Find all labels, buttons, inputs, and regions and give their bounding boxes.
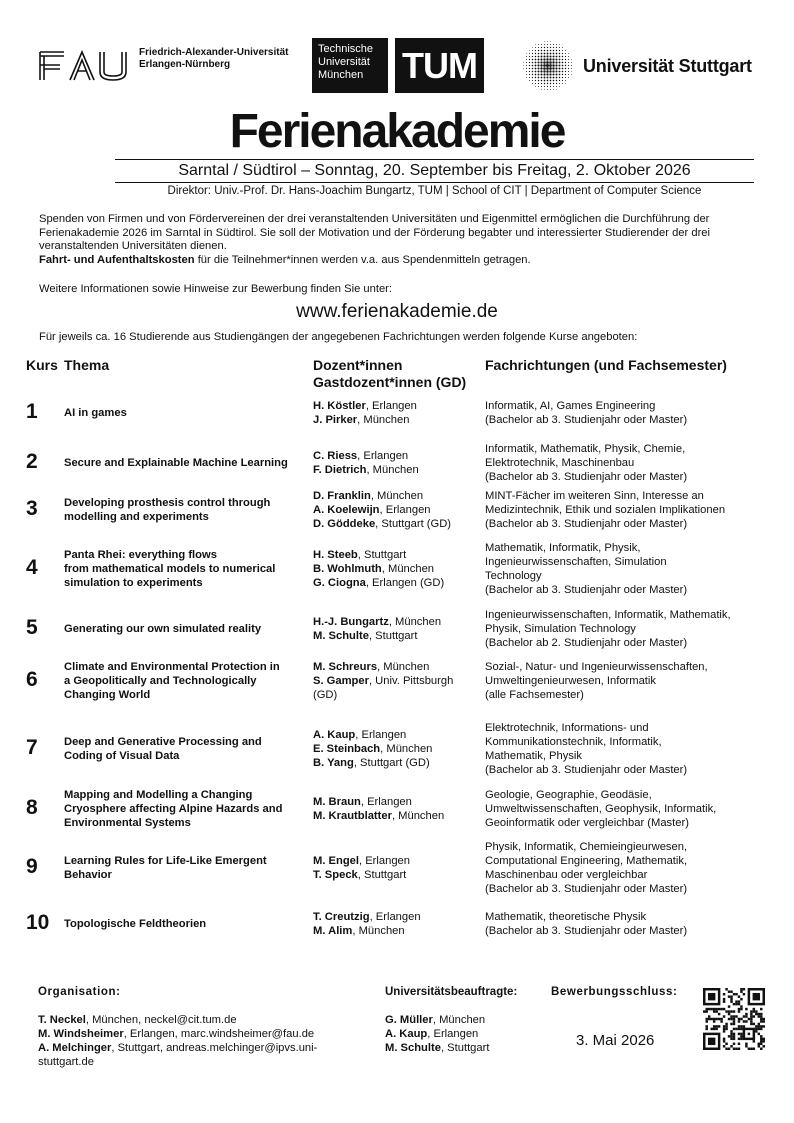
lecturer-name: J. Pirker [313,414,358,426]
course-number: 8 [26,796,38,819]
course-topic-line: a Geopolitically and Technologically [64,675,257,687]
header-topic: Thema [64,357,110,373]
lecturer-name: M. Krautblatter [313,810,392,822]
contact-name: A. Melchinger [38,1042,112,1054]
course-number: 3 [26,497,38,520]
fau-logo-text [139,47,289,71]
fau-logo [38,46,294,84]
contact-detail: stuttgart.de [38,1056,94,1068]
contact-detail: , Stuttgart [440,1042,490,1054]
course-topic [64,788,308,830]
lecturer [313,674,483,688]
lecturer [313,463,483,477]
lecturer-location: , Erlangen (GD) [365,577,445,589]
contact-name: M. Schulte [385,1042,441,1054]
course-lecturers [313,660,483,702]
stuttgart-dots-icon [522,40,574,92]
course-topic-line: Behavior [64,869,112,881]
organisation-list [38,1013,358,1069]
course-field-line: Maschinenbau oder vergleichbar [485,869,648,881]
course-topic-line: Panta Rhei: everything flows [64,549,217,561]
course-topic-line: Environmental Systems [64,817,191,829]
course-topic [64,548,308,590]
contact-detail: , Stuttgart, andreas.melchinger@ipvs.uni- [111,1042,318,1054]
course-number: 5 [26,616,38,639]
course-field-line: Informatik, AI, Games Engineering [485,400,656,412]
stuttgart-logo-text: Universität Stuttgart [583,56,752,76]
lecturer [313,399,483,413]
course-number: 2 [26,450,38,473]
stuttgart-logo [522,40,762,92]
course-topic [64,406,308,420]
contact-detail: , Erlangen, marc.windsheimer@fau.de [123,1028,315,1040]
course-topic [64,622,308,636]
course-topic [64,854,308,882]
header-fields: Fachrichtungen (und Fachsemester) [485,357,727,373]
course-field-line: (Bachelor ab 3. Studienjahr oder Master) [485,764,688,776]
lecturer-location: , Univ. Pittsburgh [368,675,454,687]
course-number: 4 [26,556,38,579]
course-number: 6 [26,668,38,691]
lecturer [313,660,483,674]
contact-name: M. Windsheimer [38,1028,124,1040]
fau-text-line: Friedrich-Alexander-Universität [139,47,289,58]
lecturer-name: H. Steeb [313,549,358,561]
course-topic-line: Deep and Generative Processing and [64,736,262,748]
offer-line: Für jeweils ca. 16 Studierende aus Studiengängen der angegebenen Fachrichtungen werden folgende Kurse angeboten: [39,331,638,343]
tum-logo [312,38,484,93]
course-fields [485,442,760,484]
info-line: Weitere Informationen sowie Hinweise zur Bewerbung finden Sie unter: [39,283,393,295]
course-lecturers [313,548,483,590]
lecturer-name: M. Schulte [313,630,369,642]
course-fields [485,840,760,896]
tum-text-line: München [318,69,364,81]
course-field-line: (Bachelor ab 3. Studienjahr oder Master) [485,883,688,895]
course-lecturers [313,854,483,882]
intro-text: Spenden von Firmen und von Fördervereinen der drei veranstaltenden Universitäten und Eigenmittel ermöglichen die Durchführung der Ferienakademie 2026 im Sarntal in Südtirol. Sie soll der Motivation und der Förderung begabter und interessierter Studierender der drei veranstaltenden Universitäten dienen. [39,213,710,253]
lecturer [313,924,483,938]
intro-costs-bold: Fahrt- und Aufenthaltskosten [39,253,195,266]
lecturer-location: , München [381,563,435,575]
page-title: Ferienakademie [229,105,565,158]
lecturer-name: H.-J. Bungartz [313,616,389,628]
lecturer-location: , Erlangen [359,855,410,867]
lecturer-location: , Erlangen [360,796,412,808]
course-field-line: (Bachelor ab 3. Studienjahr oder Master) [485,414,688,426]
lecturer [313,728,483,742]
contact-name: A. Kaup [385,1028,428,1040]
contact-name: G. Müller [385,1014,433,1026]
course-fields [485,399,760,427]
deadline-date: 3. Mai 2026 [576,1032,655,1049]
course-field-line: (Bachelor ab 3. Studienjahr oder Master) [485,925,688,937]
lecturer [313,615,483,629]
course-topic-line: Learning Rules for Life-Like Emergent [64,855,267,867]
course-topic-line: Secure and Explainable Machine Learning [64,457,288,469]
lecturer-location: , München [370,490,424,502]
course-field-line: Umweltingenieurwesen, Informatik [485,675,656,687]
lecturer-location: , Erlangen [365,400,417,412]
contact-line [385,1041,535,1055]
course-fields [485,788,760,830]
course-field-line: Ingenieurwissenschaften, Informatik, Mathematik, [485,609,731,621]
lecturer-location: , München [380,743,433,755]
lecturer-name: M. Braun [313,796,361,808]
header-lecturers-line: Gastdozent*innen (GD) [313,374,467,390]
tum-text-line: Universität [318,56,370,68]
uni-reps-heading: Universitätsbeauftragte: [385,986,518,998]
course-topic-line: Topologische Feldtheorien [64,918,207,930]
course-topic-line: Mapping and Modelling a Changing [64,789,253,801]
director-line: Direktor: Univ.-Prof. Dr. Hans-Joachim Bungartz, TUM | School of CIT | Department of Computer Science [167,185,702,197]
course-topic-line: Cryosphere affecting Alpine Hazards and [64,803,283,815]
course-fields [485,608,760,650]
course-fields [485,489,760,531]
course-field-line: Physik, Informatik, Chemieingieurwesen, [485,841,688,853]
course-field-line: Informatik, Mathematik, Physik, Chemie, [485,443,686,455]
course-field-line: Mathematik, Informatik, Physik, [485,542,641,554]
qr-code-icon[interactable] [703,988,765,1050]
lecturer-name: M. Schreurs [313,661,378,673]
contact-line [385,1027,535,1041]
divider [115,159,754,160]
lecturer [313,910,483,924]
lecturer-location: , München [388,616,442,628]
lecturer [313,576,483,590]
course-number: 7 [26,736,38,759]
fau-text-line: Erlangen-Nürnberg [139,59,231,70]
course-lecturers [313,615,483,643]
lecturer [313,562,483,576]
lecturer-location: , München [352,925,405,937]
website-link[interactable]: www.ferienakademie.de [296,301,498,322]
course-field-line: (Bachelor ab 2. Studienjahr oder Master) [485,637,688,649]
course-field-line: Geologie, Geographie, Geodäsie, [485,789,652,801]
lecturer [313,503,483,517]
course-field-line: Computational Engineering, Mathematik, [485,855,688,867]
contact-line [385,1013,535,1027]
intro-paragraph [39,213,759,267]
course-topic [64,456,308,470]
course-topic-line: Changing World [64,689,151,701]
lecturer-location: , Erlangen [357,450,409,462]
course-lecturers [313,910,483,938]
course-topic [64,735,308,763]
course-field-line: (Bachelor ab 3. Studienjahr oder Master) [485,471,688,483]
lecturer [313,449,483,463]
contact-detail: , München, neckel@cit.tum.de [85,1014,237,1026]
lecturer-name: M. Alim [313,925,353,937]
lecturer-name: B. Wohlmuth [313,563,382,575]
contact-detail: , Erlangen [427,1028,479,1040]
course-field-line: Physik, Simulation Technology [485,623,636,635]
lecturer-location: , München [391,810,445,822]
contact-line [38,1013,358,1027]
course-fields [485,721,760,777]
lecturer-location: , Stuttgart (GD) [353,757,430,769]
lecturer-location: , Erlangen [355,729,407,741]
course-topic-line: AI in games [64,407,127,419]
course-number: 1 [26,400,38,423]
lecturer-name: H. Köstler [313,400,366,412]
lecturer-name: A. Koelewijn [313,504,380,516]
lecturer-name: D. Göddeke [313,518,376,530]
lecturer [313,517,483,531]
course-topic-line: Generating our own simulated reality [64,623,262,635]
lecturer [313,413,483,427]
intro-costs-rest: für die Teilnehmer*innen werden v.a. aus Spendenmitteln getragen. [194,253,531,266]
contact-name: T. Neckel [38,1014,86,1026]
divider [115,182,754,183]
lecturer [313,809,483,823]
course-number: 9 [26,855,38,878]
lecturer [313,489,483,503]
tum-text-line: Technische [318,43,374,55]
course-field-line: MINT-Fächer im weiteren Sinn, Interesse an [485,490,704,502]
course-topic-line: from mathematical models to numerical [64,563,276,575]
course-topic [64,660,308,702]
course-number: 10 [26,911,50,934]
contact-line [38,1055,358,1069]
course-lecturers [313,449,483,477]
lecturer-name: D. Franklin [313,490,371,502]
course-lecturers [313,795,483,823]
course-lecturers [313,728,483,770]
lecturer-location: , Stuttgart [357,549,407,561]
header-course: Kurs [26,357,58,373]
course-field-line: Geoinformatik oder vergleichbar (Master) [485,817,689,829]
lecturer-name: C. Riess [313,450,358,462]
contact-line [38,1041,358,1055]
lecturer [313,688,483,702]
course-field-line: Mathematik, theoretische Physik [485,911,647,923]
lecturer-location: , München [377,661,430,673]
subtitle: Sarntal / Südtirol – Sonntag, 20. September bis Freitag, 2. Oktober 2026 [178,162,691,179]
course-topic-line: Climate and Environmental Protection in [64,661,280,673]
fau-logo-mark-icon [38,50,132,82]
course-topic-line: simulation to experiments [64,577,203,589]
header-lecturers-line: Dozent*innen [313,357,403,373]
lecturer-location: , München [366,464,419,476]
lecturer [313,548,483,562]
course-field-line: Medizintechnik, Ethik und sozialen Implikationen [485,504,726,516]
course-fields [485,541,760,597]
lecturer [313,742,483,756]
lecturer [313,756,483,770]
course-field-line: (Bachelor ab 3. Studienjahr oder Master) [485,584,688,596]
contact-line [38,1027,358,1041]
lecturer [313,795,483,809]
deadline-heading: Bewerbungsschluss: [551,986,678,998]
course-topic-line: Developing prosthesis control through [64,497,271,509]
lecturer-location: , Erlangen [379,504,431,516]
lecturer [313,868,483,882]
lecturer-name: T. Creutzig [313,911,370,923]
lecturer-name: E. Steinbach [313,743,381,755]
header-lecturers [313,357,466,391]
lecturer-location: , Stuttgart (GD) [375,518,452,530]
course-lecturers [313,399,483,427]
course-topic-line: Coding of Visual Data [64,750,180,762]
course-field-line: Technology [485,570,542,582]
lecturer-name: M. Engel [313,855,359,867]
lecturer-location: , Stuttgart [357,869,407,881]
course-field-line: (alle Fachsemester) [485,689,584,701]
uni-reps-list [385,1013,535,1055]
course-topic [64,496,308,524]
course-field-line: Mathematik, Physik [485,750,582,762]
course-field-line: Elektrotechnik, Maschinenbau [485,457,635,469]
lecturer-name: F. Dietrich [313,464,367,476]
course-topic-line: modelling and experiments [64,511,209,523]
lecturer [313,854,483,868]
lecturer-name: T. Speck [313,869,358,881]
tum-name-box [312,38,388,93]
course-lecturers [313,489,483,531]
course-fields [485,660,760,702]
lecturer-name: A. Kaup [313,729,356,741]
lecturer-location: (GD) [313,689,338,701]
course-field-line: (Bachelor ab 3. Studienjahr oder Master) [485,518,688,530]
tum-mark: TUM [395,38,484,93]
lecturer-location: , Erlangen [369,911,421,923]
lecturer-name: G. Ciogna [313,577,366,589]
course-field-line: Kommunikationstechnik, Informatik, [485,736,662,748]
lecturer-name: S. Gamper [313,675,369,687]
course-field-line: Ingenieurwissenschaften, Simulation [485,556,667,568]
course-topic [64,917,308,931]
lecturer [313,629,483,643]
lecturer-name: B. Yang [313,757,354,769]
course-fields [485,910,760,938]
course-field-line: Sozial-, Natur- und Ingenieurwissenschaften, [485,661,708,673]
course-field-line: Elektrotechnik, Informations- und [485,722,649,734]
lecturer-location: , Stuttgart [368,630,418,642]
course-field-line: Umweltwissenschaften, Geophysik, Informatik, [485,803,717,815]
contact-detail: , München [432,1014,486,1026]
organisation-heading: Organisation: [38,986,121,998]
lecturer-location: , München [357,414,410,426]
